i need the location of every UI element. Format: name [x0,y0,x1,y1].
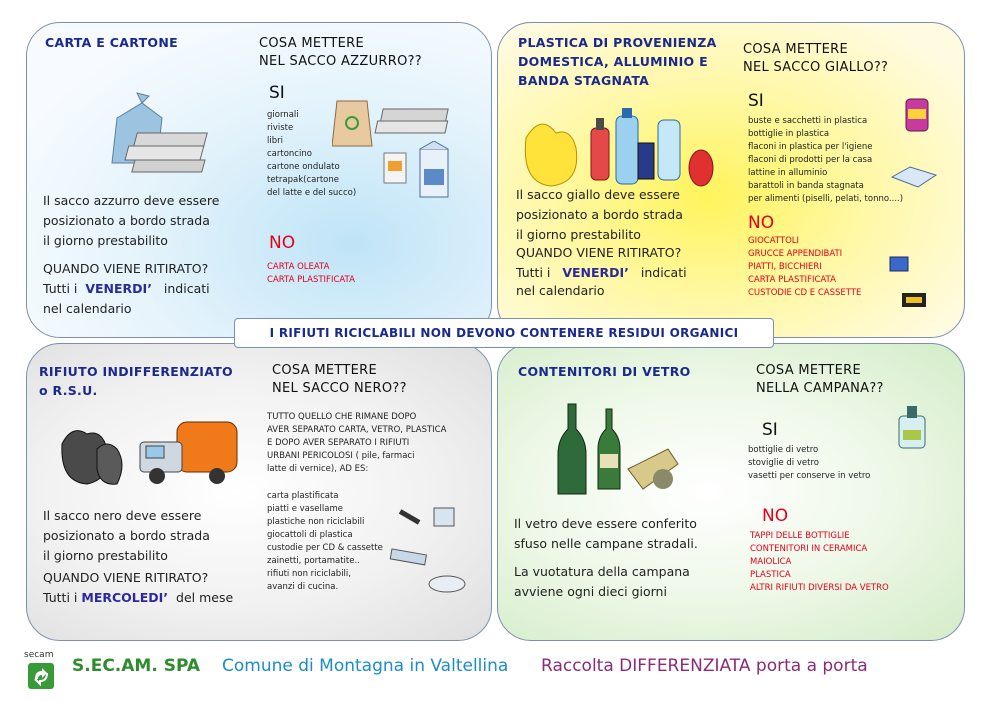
paper-bags-illustration [87,78,237,178]
plastica-no-label: NO [748,213,775,233]
raccolta-slogan: Raccolta DIFFERENZIATA porta a porta [541,656,868,676]
plastica-no-list: GIOCATTOLI GRUCCE APPENDIBATI PIATTI, BICCHIERI CARTA PLASTIFICATA CUSTODIE CD E CASSETTE [748,236,862,298]
vetro-si-label: SI [762,420,778,440]
glass-bottles-illustration [548,399,708,499]
plastica-tutti: Tutti i [516,265,551,280]
vetro-si-list: bottiglie di vetro stoviglie di vetro vasetti per conserve in vetro [748,445,871,481]
plastica-title: PLASTICA DI PROVENIENZA DOMESTICA, ALLUMINIO E BANDA STAGNATA [518,35,717,88]
indiff-day: MERCOLEDI’ [81,590,169,605]
indiff-info: Il sacco nero deve essere posizionato a bordo strada il giorno prestabilito [43,508,210,563]
plastica-question: COSA METTERE NEL SACCO GIALLO?? [743,42,889,75]
carta-no-list: CARTA OLEATA CARTA PLASTIFICATA [267,262,355,285]
indiff-title: RIFIUTO INDIFFERENZIATO o R.S.U. [39,364,233,398]
carta-day: VENERDI’ [85,281,152,296]
indiff-items: carta plastificata piatti e vasellame plastiche non riciclabili giocattoli di plastica custodie per CD & cassette zainetti, portamatite.. rifiuti non riciclabili, avanzi di cucina. [267,491,383,592]
secam-brand-text: secam [24,650,54,660]
vetro-title: CONTENITORI DI VETRO [518,364,691,379]
carta-question: COSA METTERE NEL SACCO AZZURRO?? [259,36,423,69]
organic-residue-banner: I RIFIUTI RICICLABILI NON DEVONO CONTENERE RESIDUI ORGANICI [234,318,774,348]
indiff-when: QUANDO VIENE RITIRATO? [43,570,209,585]
plastica-calendar: nel calendario [516,283,605,298]
vetro-no-label: NO [762,506,789,526]
vetro-info-1: Il vetro deve essere conferito sfuso nelle campane stradali. [514,516,698,551]
carta-si-label: SI [269,83,285,103]
carta-when: QUANDO VIENE RITIRATO? [43,261,209,276]
panel-carta [26,22,492,338]
carta-title: CARTA E CARTONE [45,35,178,50]
vetro-no-list: TAPPI DELLE BOTTIGLIE CONTENITORI IN CERAMICA MAIOLICA PLASTICA ALTRI RIFIUTI DIVERSI DA VETRO [750,531,889,593]
indiff-tutti: Tutti i [43,590,78,605]
indiff-question: COSA METTERE NEL SACCO NERO?? [272,363,407,396]
company-name: S.EC.AM. SPA [72,656,200,676]
panel-indifferenziato [26,343,492,641]
jar-illustration [893,404,933,454]
carta-tutti: Tutti i [43,281,78,296]
tray-illustration [890,163,940,193]
secam-logo [24,650,64,690]
carta-schedule [43,279,210,299]
panel-plastica [497,22,965,338]
plastica-after: indicati [640,265,687,280]
plastica-day: VENERDI’ [562,265,629,280]
comune-name: Comune di Montagna in Valtellina [222,656,509,676]
indiff-after: del mese [176,590,234,605]
plastica-si-list: buste e sacchetti in plastica bottiglie in plastica flaconi in plastica per l'igiene flaconi di prodotti per la casa lattine in alluminio barattoli in banda stagnata per alimenti (piselli, pelati, tonno....) [748,116,904,204]
plastica-when: QUANDO VIENE RITIRATO? [516,245,682,260]
carta-info: Il sacco azzurro deve essere posizionato a bordo strada il giorno prestabilito [43,193,220,248]
panel-vetro [497,343,965,641]
indiff-schedule [43,588,233,608]
plastic-items-illustration [516,98,726,193]
indiff-description: TUTTO QUELLO CHE RIMANE DOPO AVER SEPARATO CARTA, VETRO, PLASTICA E DOPO AVER SEPARATO I RIFIUTI URBANI PERICOLOSI ( pile, farmaci latte di vernice), AD ES: [267,412,447,474]
floppy-icon [888,255,912,275]
vetro-question: COSA METTERE NELLA CAMPANA?? [756,363,884,396]
vetro-info-2: La vuotatura della campana avviene ogni dieci giorni [514,564,690,599]
cassette-icon [900,291,930,311]
recycle-icon [28,663,54,689]
indiff-items-illustration [389,504,469,594]
can-illustration [898,95,938,135]
milk-carton-illustration [382,141,452,201]
plastica-si-label: SI [748,91,764,111]
carta-after: indicati [163,281,210,296]
plastica-info: Il sacco giallo deve essere posizionato a bordo strada il giorno prestabilito [516,187,683,242]
carta-no-label: NO [269,233,296,253]
carta-calendar: nel calendario [43,301,132,316]
carta-si-list: giornali riviste libri cartoncino cartone ondulato tetrapak(cartone del latte e del succo) [267,110,357,198]
plastica-schedule [516,263,687,283]
garbage-truck-illustration [52,404,252,494]
